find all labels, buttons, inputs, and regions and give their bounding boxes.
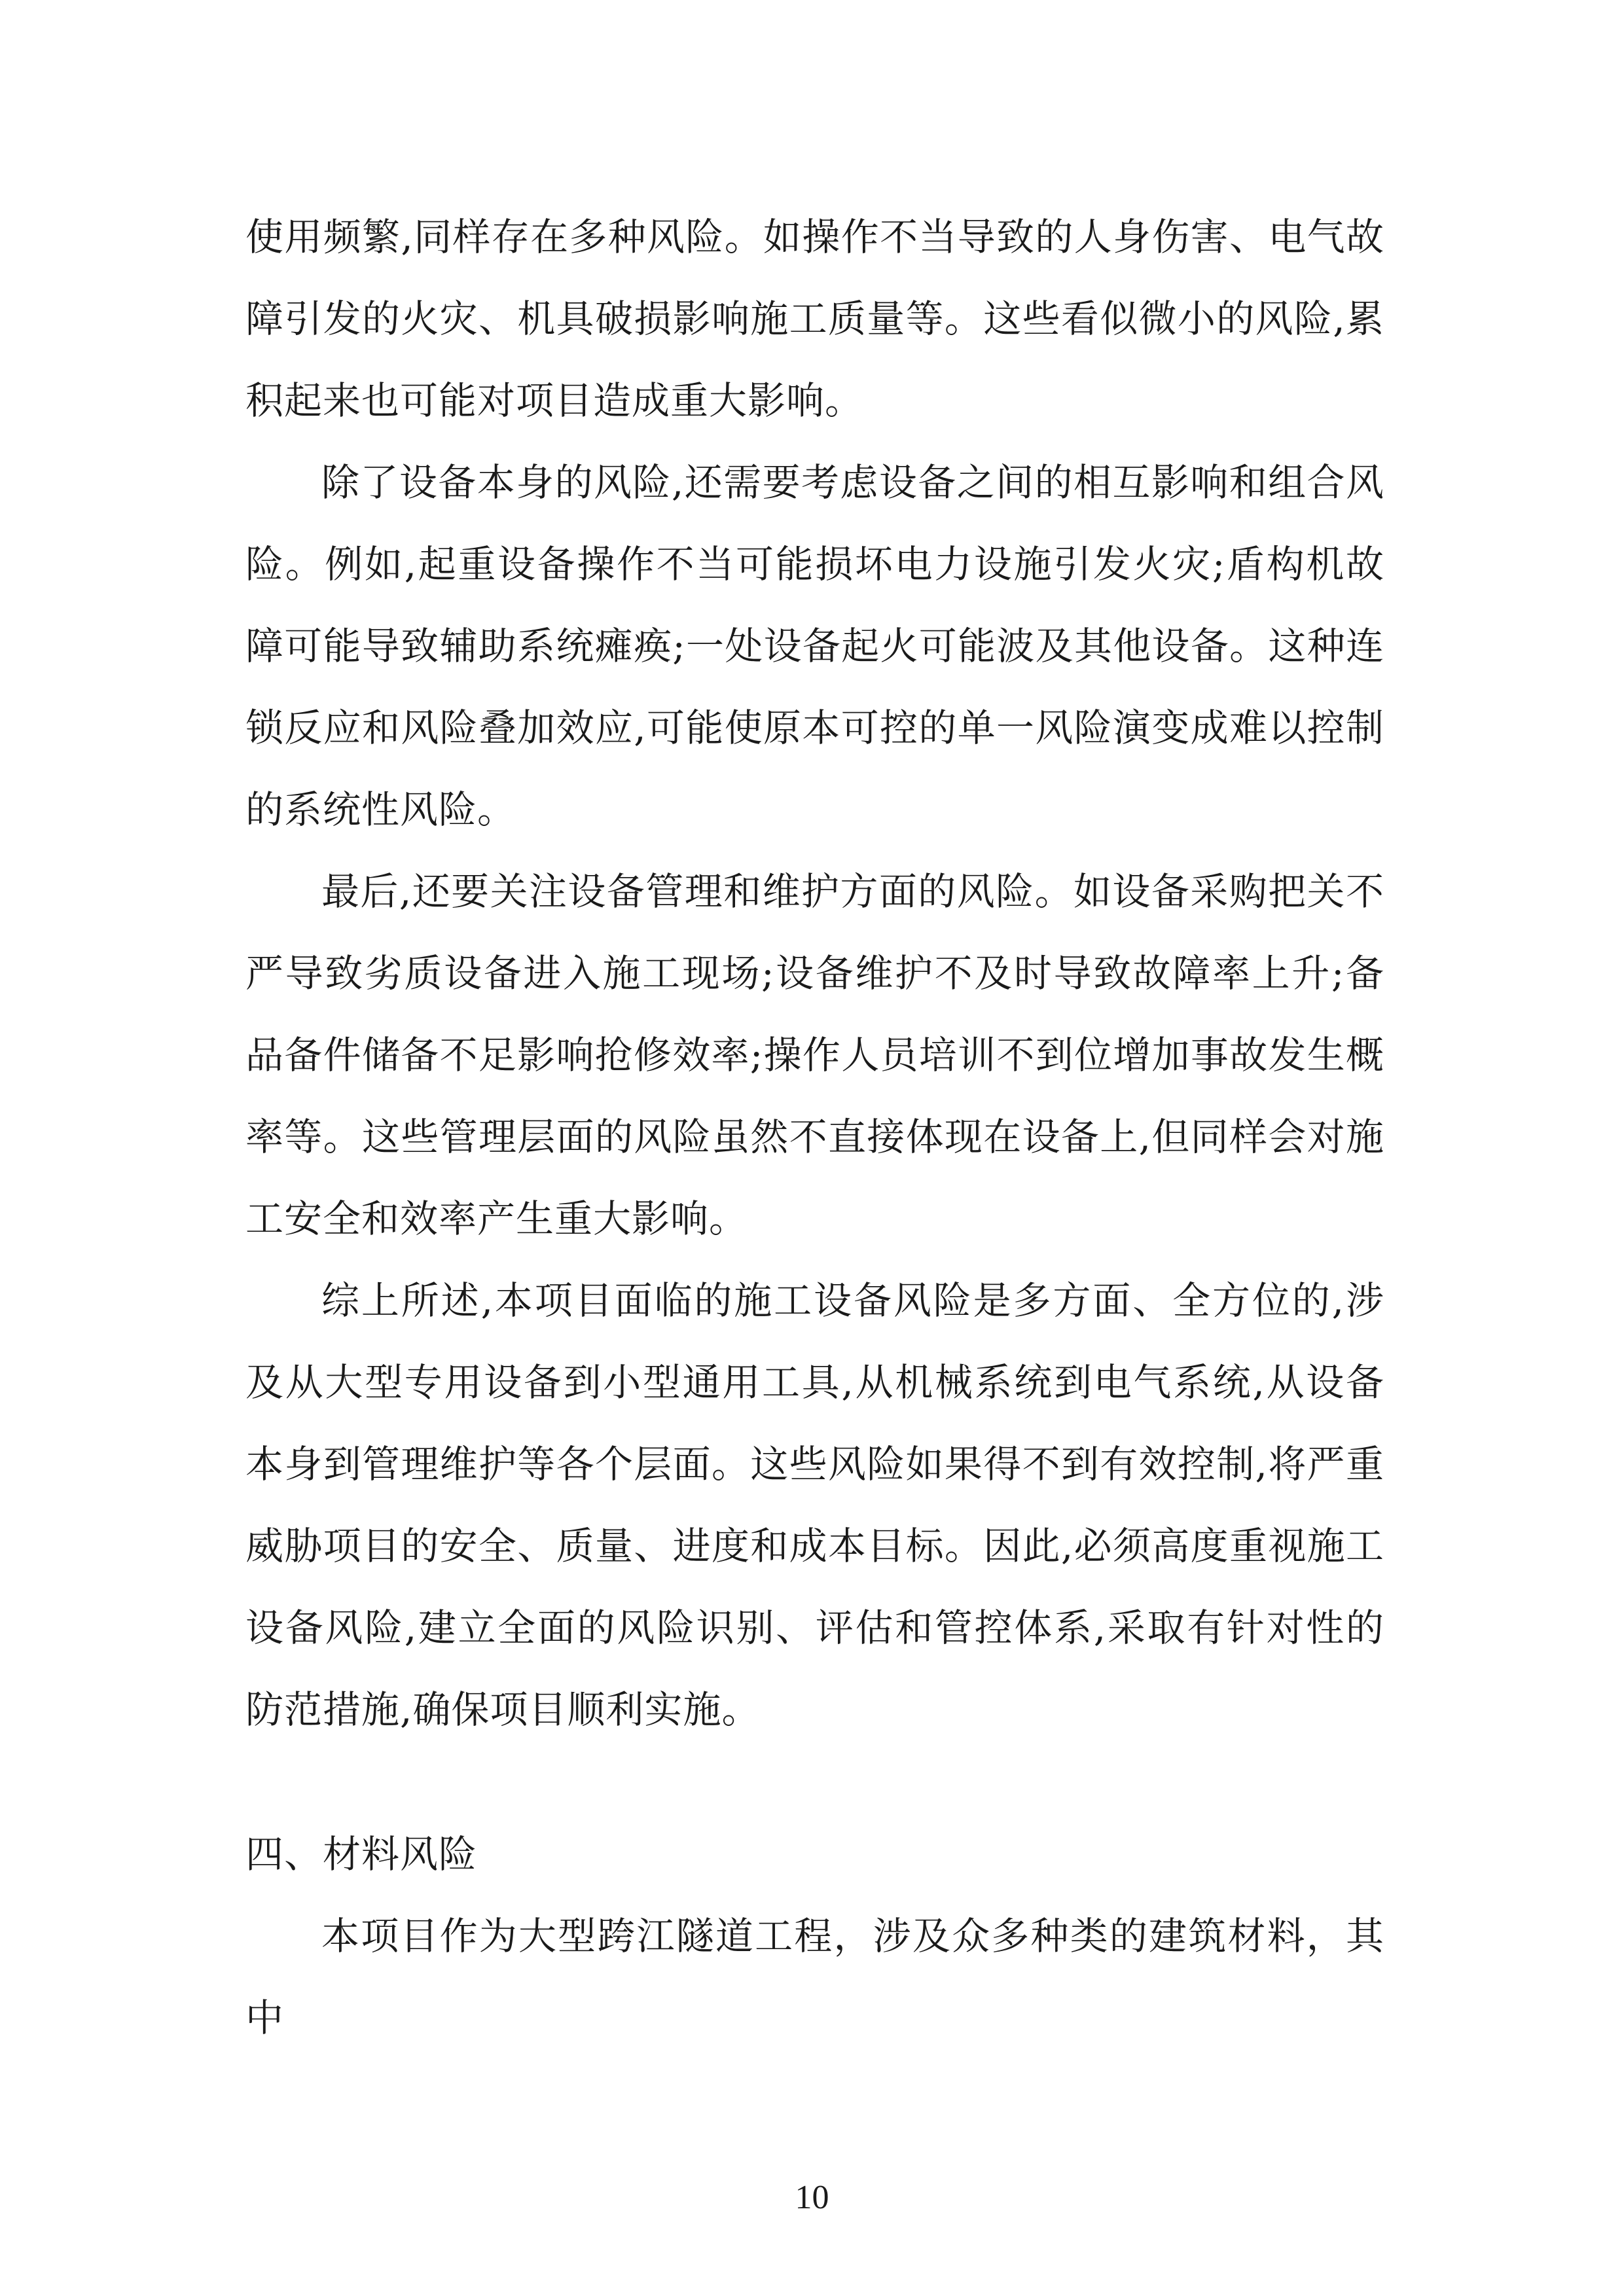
paragraph-combined-risk: 除了设备本身的风险,还需要考虑设备之间的相互影响和组合风险。例如,起重设备操作不当可能损坏电力设施引发火灾;盾构机故障可能导致辅助系统瘫痪;一处设备起火可能波及其他设备。这种连锁反应和风险叠加效应,可能使原本可控的单一风险演变成难以控制的系统性风险。 [245,460,1384,832]
paragraph-management-risk: 最后,还要关注设备管理和维护方面的风险。如设备采购把关不严导致劣质设备进入施工现场;设备维护不及时导致故障率上升;备品备件储备不足影响抢修效率;操作人员培训不到位增加事故发生概率等。这些管理层面的风险虽然不直接体现在设备上,但同样会对施工安全和效率产生重大影响。 [245,869,1384,1241]
paragraph-continuation: 使用频繁,同样存在多种风险。如操作不当导致的人身伤害、电气故障引发的火灾、机具破损影响施工质量等。这些看似微小的风险,累积起来也可能对项目造成重大影响。 [245,215,1384,423]
section-heading: 四、材料风险 [245,1832,478,1876]
document-body [245,196,1384,2059]
paragraph-summary: 综上所述,本项目面临的施工设备风险是多方面、全方位的,涉及从大型专用设备到小型通用工具,从机械系统到电气系统,从设备本身到管理维护等各个层面。这些风险如果得不到有效控制,将严重威胁项目的安全、质量、进度和成本目标。因此,必须高度重视施工设备风险,建立全面的风险识别、评估和管控体系,采取有针对性的防范措施,确保项目顺利实施。 [245,1278,1384,1732]
paragraph-section-intro: 本项目作为大型跨江隧道工程，涉及众多种类的建筑材料，其中 [245,1914,1384,2040]
page-number: 10 [795,2179,829,2216]
